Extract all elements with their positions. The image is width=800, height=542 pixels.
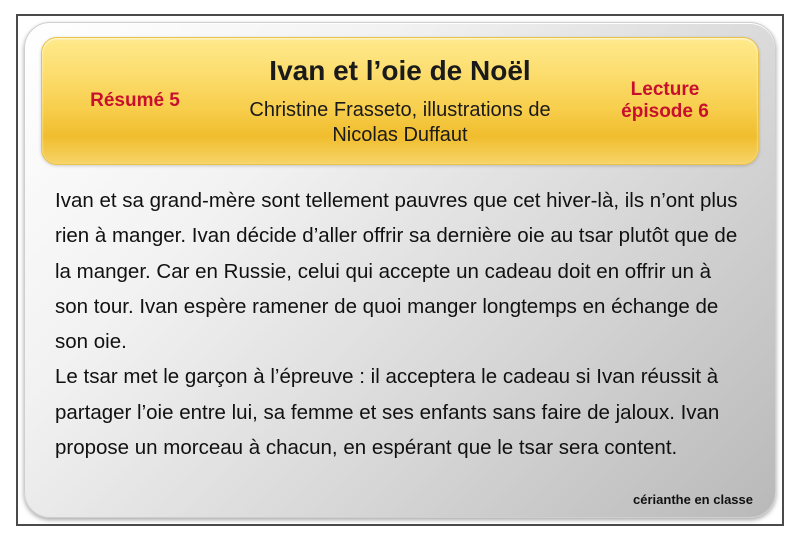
credit-line: cérianthe en classe — [633, 492, 753, 507]
author-subtitle: Christine Frasseto, illustrations de Nicolas Duffaut — [249, 98, 551, 146]
header-banner — [41, 37, 759, 165]
lecture-badge-line2: épisode 6 — [621, 101, 709, 122]
lecture-badge-line1: Lecture — [630, 79, 700, 101]
summary-badge: Résumé 5 — [90, 90, 180, 111]
paragraph-1: Ivan et sa grand-mère sont tellement pauvres que cet hiver-là, ils n’ont plus rien à manger. Ivan décide d’aller offrir sa dernière oie au tsar plutôt que de la manger. Car en Russie, celui qui accepte un cadeau doit en offrir un à son tour. Ivan espère ramener de quoi manger longtemps en échange de son oie. — [55, 189, 738, 353]
document-frame — [16, 14, 784, 526]
lecture-badge — [590, 79, 740, 123]
title-block — [210, 54, 590, 148]
summary-text — [41, 179, 759, 465]
paragraph-2: Le tsar met le garçon à l’épreuve : il acceptera le cadeau si Ivan réussit à partager l’oie entre lui, sa femme et ses enfants sans faire de jaloux. Ivan propose un morceau à chacun, en espérant que le tsar sera content. — [55, 365, 720, 459]
document-card — [24, 22, 776, 518]
page-title: Ivan et l’oie de Noël — [269, 55, 531, 87]
